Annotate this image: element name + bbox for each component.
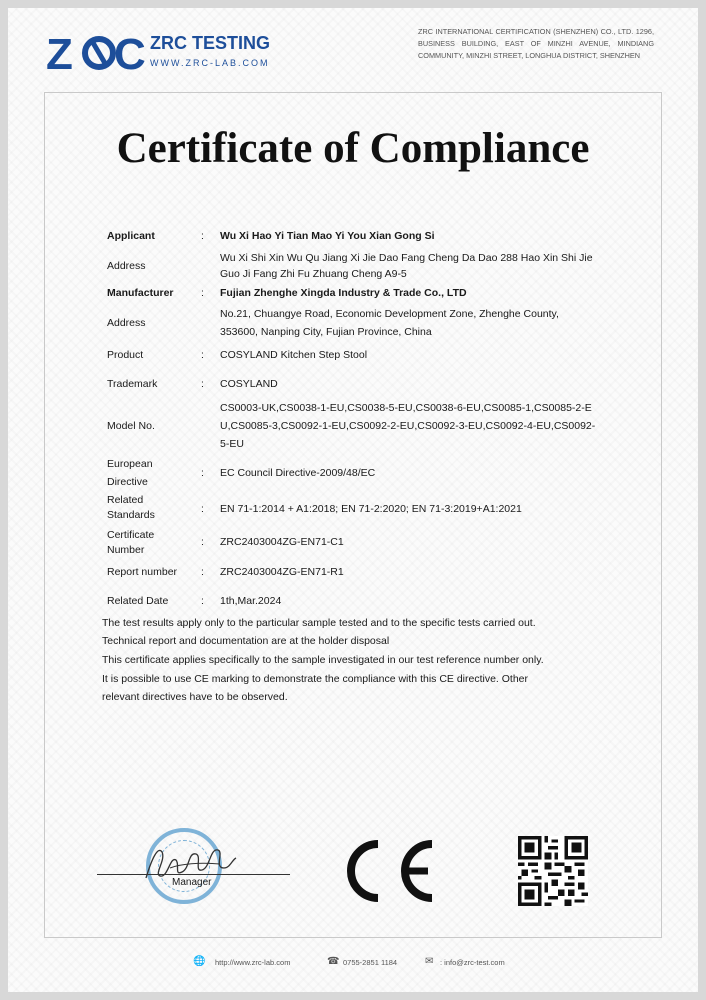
brand-name: ZRC TESTING	[150, 33, 270, 53]
svg-text:C: C	[114, 30, 146, 76]
address-label: Address	[107, 317, 146, 329]
colon: :	[201, 566, 204, 578]
product-value: COSYLAND Kitchen Step Stool	[220, 349, 368, 361]
manager-label: Manager	[172, 877, 212, 888]
footer-phone: 0755-2851 1184	[343, 958, 398, 967]
phone-icon: ☎	[327, 956, 340, 967]
trademark-label: Trademark	[107, 378, 158, 390]
note-line: The test results apply only to the particular sample tested and to the specific tests carried out.	[102, 617, 536, 629]
colon: :	[201, 378, 204, 390]
svg-text:Z: Z	[46, 30, 73, 76]
address-label: Address	[107, 260, 146, 272]
report-number-value: ZRC2403004ZG-EN71-R1	[220, 566, 344, 578]
date-value: 1th,Mar.2024	[220, 595, 282, 607]
standards-label-1: Related	[107, 494, 144, 506]
manufacturer-address-line1: No.21, Chuangye Road, Economic Development Zone, Zhenghe County,	[220, 308, 559, 320]
certificate-label-2: Number	[107, 544, 145, 556]
report-label: Report number	[107, 566, 178, 578]
colon: :	[201, 230, 204, 242]
note-line: It is possible to use CE marking to demonstrate the compliance with this CE directive. Other	[102, 673, 529, 685]
qr-code-icon	[518, 836, 588, 906]
applicant-value: Wu Xi Hao Yi Tian Mao Yi You Xian Gong Si	[220, 230, 435, 242]
company-address: ZRC INTERNATIONAL CERTIFICATION (SHENZHEN) CO., LTD. 1296, BUSINESS BUILDING, EAST OF MINZHI AVENUE, MINDIANG COMMUNITY, MINZHI STREET, LONGHUA DISTRICT, SHENZHEN	[418, 27, 654, 60]
directive-label-2: Directive	[107, 476, 148, 488]
standards-value: EN 71-1:2014 + A1:2018; EN 71-2:2020; EN 71-3:2019+A1:2021	[220, 503, 522, 515]
certificate-label-1: Certificate	[107, 529, 155, 541]
colon: :	[201, 536, 204, 548]
date-label: Related Date	[107, 595, 169, 607]
globe-icon: 🌐	[193, 956, 206, 967]
model-line3: 5-EU	[220, 438, 244, 450]
manufacturer-label: Manufacturer	[107, 287, 174, 299]
applicant-address-line2: Guo Ji Fang Zhi Fu Zhuang Cheng A9-5	[220, 268, 407, 280]
standards-label-2: Standards	[107, 509, 155, 521]
colon: :	[201, 467, 204, 479]
directive-label-1: European	[107, 458, 153, 470]
footer-email: : info@zrc-test.com	[440, 958, 505, 967]
model-line1: CS0003-UK,CS0038-1-EU,CS0038-5-EU,CS0038-6-EU,CS0085-1,CS0085-2-E	[220, 402, 592, 414]
certificate-title: Certificate of Compliance	[116, 125, 590, 172]
ce-mark-icon	[340, 836, 440, 906]
note-line: relevant directives have to be observed.	[102, 691, 288, 703]
zrc-logo-mark	[46, 28, 146, 76]
directive-value: EC Council Directive-2009/48/EC	[220, 467, 376, 479]
signature-line	[97, 874, 290, 875]
colon: :	[201, 503, 204, 515]
note-line: This certificate applies specifically to the sample investigated in our test reference number only.	[102, 654, 544, 666]
certificate-number-value: ZRC2403004ZG-EN71-C1	[220, 536, 344, 548]
product-label: Product	[107, 349, 144, 361]
colon: :	[201, 349, 204, 361]
applicant-address-line1: Wu Xi Shi Xin Wu Qu Jiang Xi Jie Dao Fang Cheng Da Dao 288 Hao Xin Shi Jie	[220, 252, 593, 264]
footer-website: http://www.zrc-lab.com	[215, 958, 291, 967]
applicant-label: Applicant	[107, 230, 155, 242]
note-line: Technical report and documentation are at the holder disposal	[102, 635, 390, 647]
trademark-value: COSYLAND	[220, 378, 278, 390]
manufacturer-address-line2: 353600, Nanping City, Fujian Province, China	[220, 326, 432, 338]
colon: :	[201, 595, 204, 607]
model-line2: U,CS0085-3,CS0092-1-EU,CS0092-2-EU,CS0092-3-EU,CS0092-4-EU,CS0092-	[220, 420, 596, 432]
mail-icon: ✉	[425, 956, 434, 967]
brand-url: WWW.ZRC-LAB.COM	[150, 58, 270, 68]
zrc-logo	[46, 28, 276, 76]
model-label: Model No.	[107, 420, 155, 432]
manufacturer-value: Fujian Zhenghe Xingda Industry & Trade Co., LTD	[220, 287, 467, 299]
colon: :	[201, 287, 204, 299]
